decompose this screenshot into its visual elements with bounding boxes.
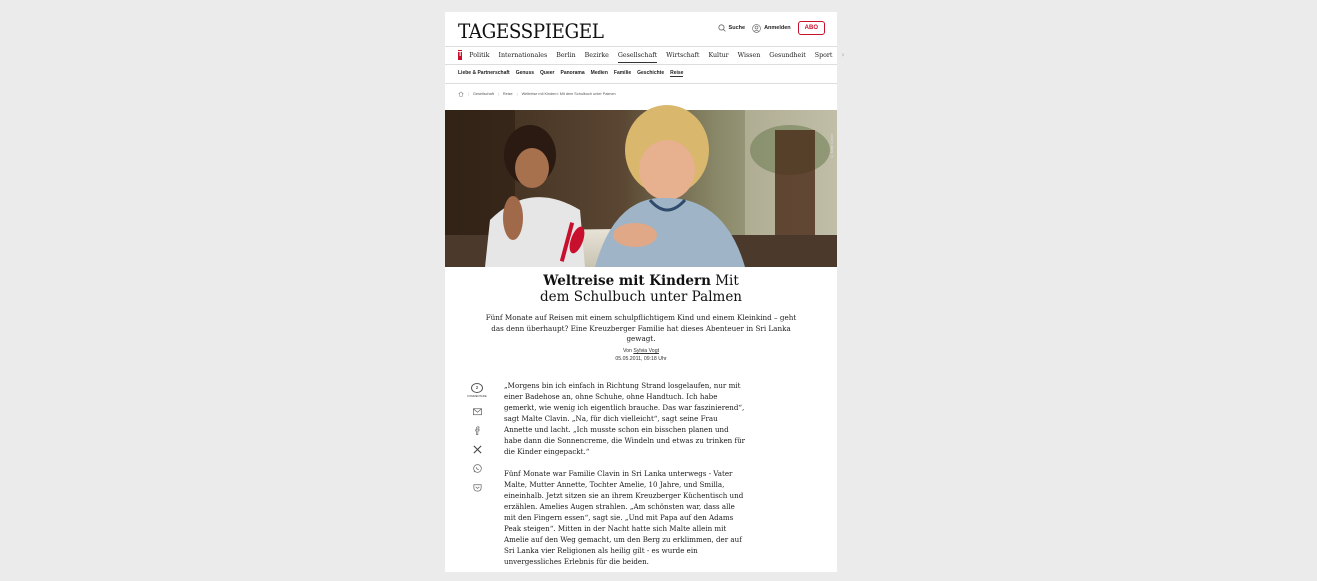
mail-icon[interactable] [472, 406, 483, 417]
article-paragraph-1: „Morgens bin ich einfach in Richtung Strand losgelaufen, nur mit einer Badehose an, ohne Schuhe, ohne Handtuch. Ich habe gemerkt, wie wenig ich eigentlich brauche. Das war faszinierend“, sagt Malte Clavin. „Na, für dich vielleicht“, sagt seine Frau Annette und lacht. „Ich musste schon ein bisschen planen und habe dann die Sonnencreme, die Windeln und etwas zu trinken für die Kinder eingepackt.“ [504, 381, 746, 456]
nav-item-bezirke[interactable]: Bezirke [584, 51, 609, 59]
user-icon [752, 24, 761, 33]
photo-credit: © Malte Clavin [830, 134, 834, 159]
home-icon[interactable] [458, 91, 464, 97]
article-teaser: Fünf Monate auf Reisen mit einem schulpflichtigem Kind und einem Kleinkind – geht das denn überhaupt? Eine Kreuzberger Familie hat dieses Abenteuer in Sri Lanka gewagt. [485, 313, 797, 344]
comment-label: KOMMENTARE [467, 395, 487, 398]
article-headline [445, 273, 837, 305]
subnav-item-medien[interactable]: Medien [590, 70, 608, 76]
chevron-right-icon[interactable]: › [841, 51, 845, 59]
breadcrumb: | Gesellschaft | Reise | Weltreise mit Kindern: Mit dem Schulbuch unter Palmen [458, 91, 616, 97]
byline [445, 347, 837, 363]
breadcrumb-current: Weltreise mit Kindern: Mit dem Schulbuch unter Palmen [521, 92, 616, 96]
breadcrumb-reise[interactable]: Reise [502, 92, 513, 96]
nav-divider [445, 64, 837, 65]
article-page [445, 12, 845, 572]
whatsapp-icon[interactable] [472, 463, 483, 474]
article-paragraph-2: Fünf Monate war Familie Clavin in Sri Lanka unterwegs - Vater Malte, Mutter Annette, Tochter Amelie, 10 Jahre, und Smilla, eineinhalb. Jetzt sitzen sie an ihrem Kreuzberger Küchentisch und erzählen. Amelies Augen strahlen. „Am schönsten war, dass alle mit den Fingern essen“, sagt sie. „Und mit Papa auf den Adams Peak steigen“. Mitten in der Nacht hatte sich Malte allein mit Amelie auf den Weg gemacht, um den Berg zu erklimmen, der auf Sri Lanka vier Religionen als heilig gilt - es wurde ein unvergessliches Erlebnis für die beiden. [504, 469, 744, 566]
headline-title-line1: Mit [715, 273, 739, 289]
publish-date: 05.05.2011, 09:18 Uhr [615, 356, 667, 362]
abo-button[interactable]: ABO [798, 21, 825, 35]
subnav-item-liebe[interactable]: Liebe & Partnerschaft [458, 70, 510, 76]
login-label: Anmelden [764, 25, 791, 31]
subnav-item-reise[interactable]: Reise [670, 70, 684, 76]
nav-item-sport[interactable]: Sport [814, 51, 833, 59]
pocket-icon[interactable] [472, 482, 483, 493]
share-bar [467, 383, 487, 493]
search-icon [718, 24, 726, 32]
x-icon[interactable] [472, 444, 483, 455]
article-body [504, 380, 746, 578]
nav-item-internationales[interactable]: Internationales [498, 51, 548, 59]
subnav-item-queer[interactable]: Queer [540, 70, 555, 76]
login-button[interactable] [752, 24, 791, 33]
nav-item-politik[interactable]: Politik [469, 51, 490, 59]
search-button[interactable] [718, 24, 746, 32]
headline-title-line2: dem Schulbuch unter Palmen [540, 289, 742, 305]
headline-kicker: Weltreise mit Kindern [543, 273, 711, 289]
header-actions [718, 21, 825, 35]
byline-prefix: Von [622, 348, 632, 354]
hero-image [445, 110, 837, 267]
header-divider [445, 46, 837, 47]
subnav-item-genuss[interactable]: Genuss [515, 70, 535, 76]
subnav-item-familie[interactable]: Familie [613, 70, 632, 76]
breadcrumb-gesellschaft[interactable]: Gesellschaft [473, 92, 494, 96]
tagesspiegel-t-logo[interactable]: T [458, 51, 463, 58]
site-logo[interactable]: TAGESSPIEGEL [458, 19, 604, 43]
author-link[interactable]: Sylvia Vogt [633, 348, 660, 354]
sub-nav [458, 70, 689, 77]
subnav-divider [445, 83, 837, 84]
comment-count-button[interactable]: 2 [471, 383, 483, 393]
facebook-icon[interactable] [472, 425, 483, 436]
nav-item-wirtschaft[interactable]: Wirtschaft [666, 51, 700, 59]
nav-item-wissen[interactable]: Wissen [737, 51, 761, 59]
nav-item-gesellschaft[interactable]: Gesellschaft [617, 51, 658, 59]
nav-item-gesundheit[interactable]: Gesundheit [769, 51, 806, 59]
subnav-item-geschichte[interactable]: Geschichte [637, 70, 665, 76]
search-label: Suche [728, 25, 746, 31]
nav-item-berlin[interactable]: Berlin [556, 51, 576, 59]
nav-item-kultur[interactable]: Kultur [708, 51, 729, 59]
subnav-item-panorama[interactable]: Panorama [560, 70, 585, 76]
main-nav [458, 50, 845, 60]
